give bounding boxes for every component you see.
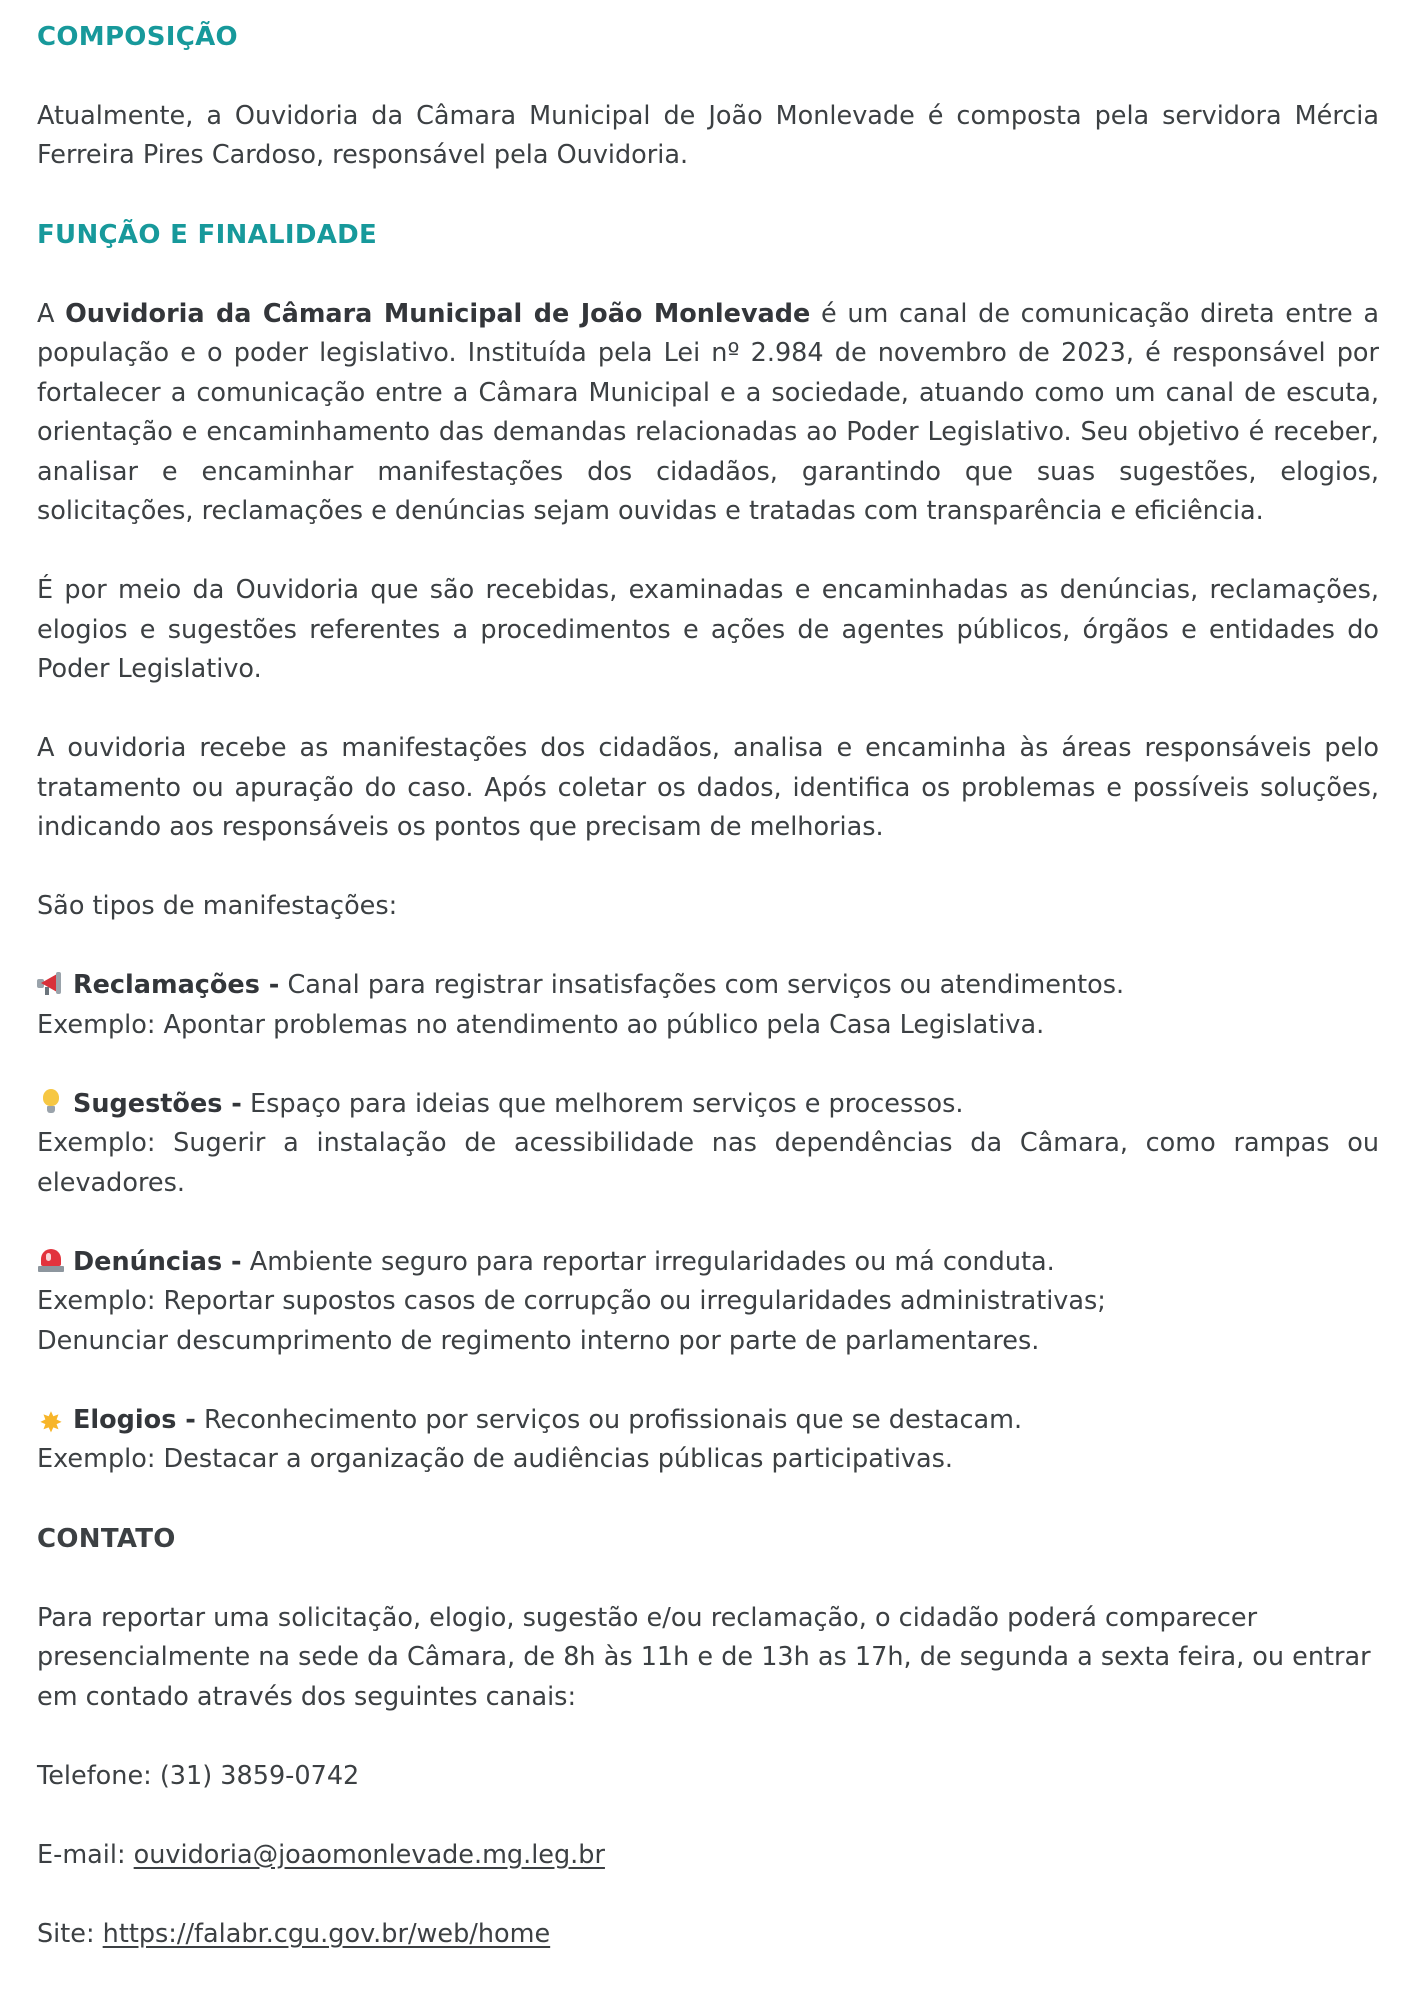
email-label: E-mail: bbox=[37, 1839, 134, 1870]
elogios-desc: Reconhecimento por serviços ou profissionais que se destacam. bbox=[195, 1404, 1023, 1435]
megaphone-icon bbox=[37, 969, 65, 997]
funcao-heading: FUNÇÃO E FINALIDADE bbox=[37, 220, 378, 250]
tipo-denuncias bbox=[37, 1243, 1379, 1283]
contato-text: Para reportar uma solicitação, elogio, sugestão e/ou reclamação, o cidadão poderá comparecer presencialmente na sede da Câmara, de 8h às 11h e de 13h as 17h, de segunda a sexta feira, ou entrar em contado através dos seguintes canais: bbox=[37, 1602, 1371, 1712]
elogios-example: Exemplo: Destacar a organização de audiências públicas participativas. bbox=[37, 1444, 954, 1474]
denuncias-label: Denúncias - bbox=[73, 1246, 242, 1277]
site-line bbox=[37, 1915, 1379, 1955]
site-label: Site: bbox=[37, 1918, 103, 1949]
siren-icon bbox=[37, 1246, 65, 1274]
email-link[interactable]: ouvidoria@joaomonlevade.mg.leg.br bbox=[133, 1839, 605, 1870]
light-bulb-icon bbox=[37, 1088, 65, 1116]
reclamacoes-example: Exemplo: Apontar problemas no atendimento ao público pela Casa Legislativa. bbox=[37, 1009, 1045, 1040]
email-line bbox=[37, 1836, 1379, 1876]
site-link[interactable]: https://falabr.cgu.gov.br/web/home bbox=[102, 1918, 551, 1949]
tipo-sugestoes bbox=[37, 1085, 1379, 1125]
p1-prefix: A bbox=[37, 298, 66, 329]
star-icon: ✸ bbox=[39, 1405, 63, 1439]
p1-rest: é um canal de comunicação direta entre a população e o poder legislativo. Instituída pela Lei nº 2.984 de novembro de 2023, é responsável por fortalecer a comunicação entre a Câmara Municipal e a sociedade, atuando como um canal de escuta, orientação e encaminhamento das demandas relacionadas ao Poder Legislativo. Seu objetivo é receber, analisar e encaminhar manifestações dos cidadãos, garantindo que suas sugestões, elogios, solicitações, reclamações e denúncias sejam ouvidas e tratadas com transparência e eficiência. bbox=[37, 298, 1379, 526]
denuncias-example-1: Exemplo: Reportar supostos casos de corrupção ou irregularidades administrativas; bbox=[37, 1286, 1106, 1316]
tipo-elogios bbox=[37, 1401, 1379, 1441]
types-intro: São tipos de manifestações: bbox=[37, 891, 398, 921]
elogios-label: Elogios - bbox=[73, 1404, 196, 1435]
composicao-text: Atualmente, a Ouvidoria da Câmara Municipal de João Monlevade é composta pela servidora Mércia Ferreira Pires Cardoso, responsável pela Ouvidoria. bbox=[37, 100, 1379, 170]
reclamacoes-label: Reclamações - bbox=[73, 970, 280, 1000]
sugestoes-example: Exemplo: Sugerir a instalação de acessibilidade nas dependências da Câmara, como rampas ou elevadores. bbox=[37, 1128, 1379, 1198]
funcao-paragraph-2: É por meio da Ouvidoria que são recebidas, examinadas e encaminhadas as denúncias, reclamações, elogios e sugestões referentes a procedimentos e ações de agentes públicos, órgãos e entidades do Poder Legislativo. bbox=[37, 575, 1379, 684]
denuncias-desc: Ambiente seguro para reportar irregularidades ou má conduta. bbox=[241, 1246, 1055, 1277]
tipo-reclamacoes bbox=[37, 966, 1379, 1006]
sugestoes-desc: Espaço para ideias que melhorem serviços e processos. bbox=[241, 1088, 964, 1119]
sugestoes-label: Sugestões - bbox=[73, 1088, 242, 1119]
contato-heading: CONTATO bbox=[37, 1524, 176, 1554]
ouvidoria-name: Ouvidoria da Câmara Municipal de João Monlevade bbox=[65, 298, 811, 329]
funcao-paragraph-1 bbox=[37, 295, 1379, 532]
reclamacoes-desc: Canal para registrar insatisfações com serviços ou atendimentos. bbox=[279, 970, 1125, 1000]
denuncias-example-2: Denunciar descumprimento de regimento interno por parte de parlamentares. bbox=[37, 1325, 1040, 1356]
composicao-heading: COMPOSIÇÃO bbox=[37, 22, 238, 52]
telefone: Telefone: (31) 3859-0742 bbox=[37, 1760, 360, 1791]
funcao-paragraph-3: A ouvidoria recebe as manifestações dos cidadãos, analisa e encaminha às áreas responsáveis pelo tratamento ou apuração do caso. Após coletar os dados, identifica os problemas e possíveis soluções, indicando aos responsáveis os pontos que precisam de melhorias. bbox=[37, 733, 1379, 842]
